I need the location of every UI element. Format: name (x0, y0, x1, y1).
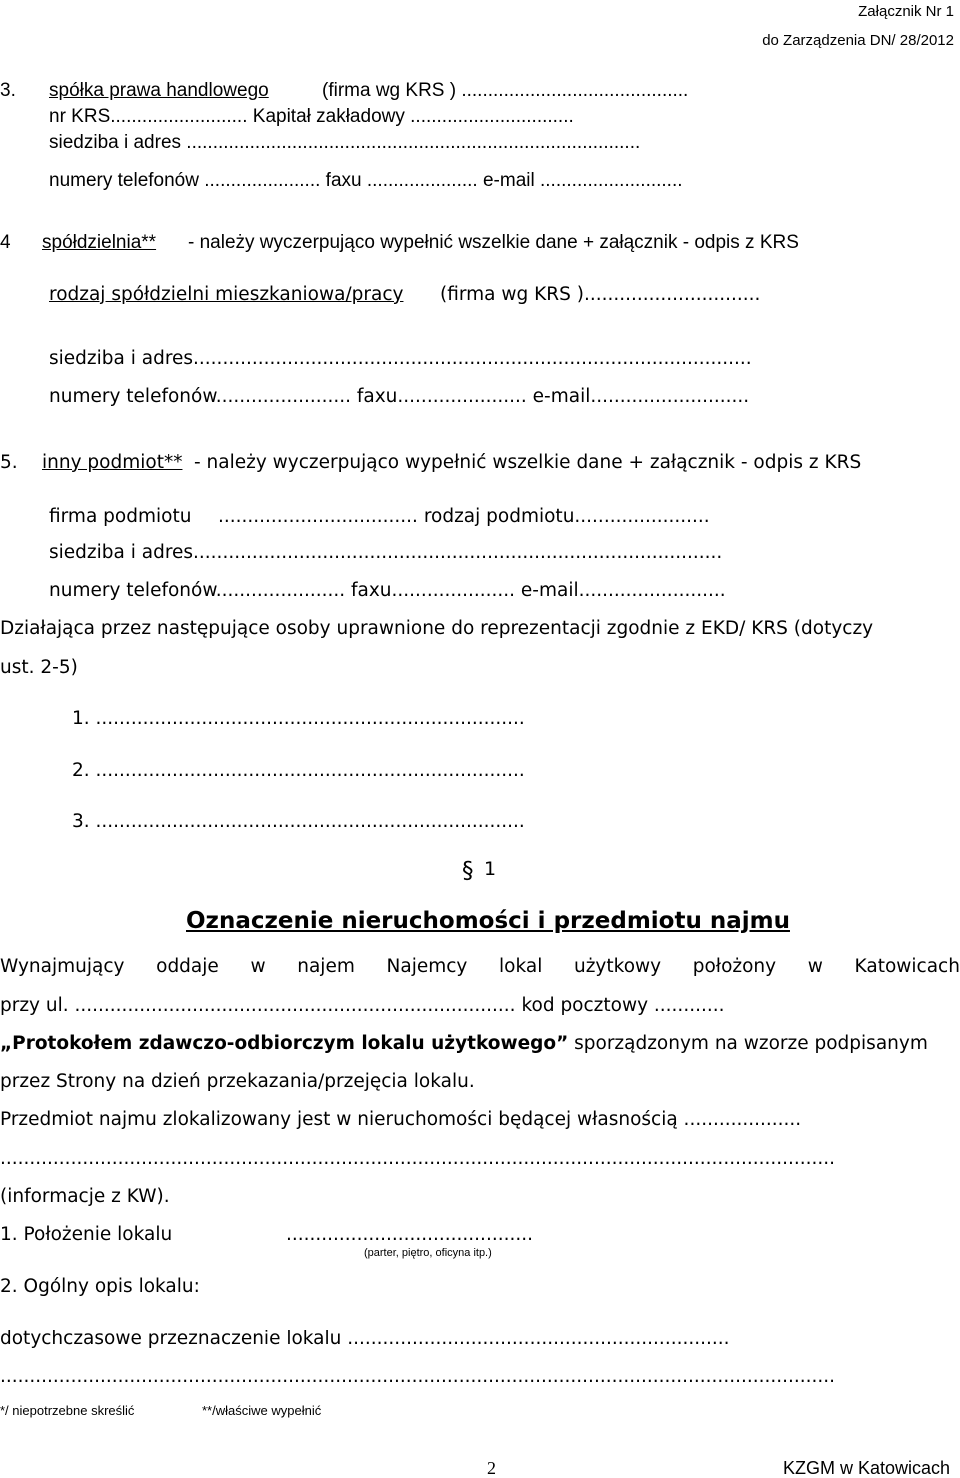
word: w (250, 956, 266, 977)
section-5-firm-field: .................................. rodzaj podmiotu....................... (218, 506, 710, 527)
footnote-strike-out: */ niepotrzebne skreślić (0, 1403, 135, 1418)
section-3-krs-line: nr KRS.......................... Kapitał zakładowy ............................... (49, 106, 574, 127)
word: Katowicach (854, 956, 960, 977)
section-4-instruction: - należy wyczerpująco wypełnić wszelkie dane + załącznik - odpis z KRS (188, 232, 799, 253)
word: położony (692, 956, 777, 977)
purpose-dots-line: .............................................................................................................................................. (0, 1368, 836, 1387)
item-1-location-hint: (parter, piętro, oficyna itp.) (364, 1247, 492, 1259)
section-4-number: 4 (0, 232, 11, 253)
section-4-cooperative-kind: rodzaj spółdzielni mieszkaniowa/pracy (49, 284, 404, 305)
paragraph-sign: § (462, 858, 474, 884)
section-4-title: spółdzielnia** (42, 232, 157, 253)
section-5-title: inny podmiot** (42, 452, 183, 473)
section-3-number: 3. (0, 80, 16, 101)
section-5-contacts: numery telefonów...................... faxu..................... e-mail......................... (49, 580, 726, 601)
section-5-firm-label: firma podmiotu (49, 506, 192, 527)
section-5-representatives: Działająca przez następujące osoby uprawnione do reprezentacji zgodnie z EKD/ KRS (dotyczy (0, 618, 874, 639)
section-5-number: 5. (0, 452, 18, 473)
land-register-note: (informacje z KW). (0, 1186, 170, 1207)
page-number: 2 (487, 1458, 496, 1478)
representative-1: 1. ......................................................................... (72, 708, 525, 729)
word: Najemcy (386, 956, 468, 977)
body-line-lessor-sentence (0, 958, 960, 977)
ownership-dots-line: .............................................................................................................................................. (0, 1150, 836, 1169)
section-5-representatives-cont: ust. 2-5) (0, 657, 78, 678)
protocol-line (0, 1035, 928, 1054)
item-1-location-field: .......................................... (286, 1224, 533, 1245)
item-1-location: 1. Położenie lokalu (0, 1224, 173, 1245)
section-4-firm-field: (firma wg KRS ).............................. (440, 284, 761, 305)
protocol-title: „Protokołem zdawczo-odbiorczym lokalu użytkowego” (0, 1033, 569, 1054)
section-5-instruction: - należy wyczerpująco wypełnić wszelkie dane + załącznik - odpis z KRS (194, 452, 862, 473)
section-3-contacts: numery telefonów ...................... faxu ..................... e-mail ........................... (49, 170, 683, 191)
previous-purpose-line: dotychczasowe przeznaczenie lokalu ................................................................. (0, 1330, 730, 1349)
paragraph-heading: Oznaczenie nieruchomości i przedmiotu najmu (186, 908, 790, 934)
protocol-rest: sporządzonym na wzorze podpisanym (568, 1033, 928, 1054)
section-4-seat: siedziba i adres............................................................................................... (49, 348, 752, 369)
item-2-description: 2. Ogólny opis lokalu: (0, 1276, 200, 1297)
attachment-label: Załącznik Nr 1 (858, 3, 954, 20)
footer-organization: KZGM w Katowicach (782, 1458, 950, 1478)
word: oddaje (156, 956, 219, 977)
section-4-contacts: numery telefonów....................... faxu...................... e-mail........................... (49, 386, 750, 407)
ordinance-reference: do Zarządzenia DN/ 28/2012 (762, 32, 954, 49)
ownership-line: Przedmiot najmu zlokalizowany jest w nieruchomości będącej własnością .................... (0, 1109, 802, 1130)
representative-3: 3. ......................................................................... (72, 811, 525, 832)
section-3-seat: siedziba i adres ...................................................................................... (49, 132, 641, 153)
footnote-fill-in: **/właściwe wypełnić (202, 1403, 322, 1418)
handover-line: przez Strony na dzień przekazania/przejęcia lokalu. (0, 1071, 475, 1092)
word: w (807, 956, 823, 977)
street-postcode-line: przy ul. ........................................................................... kod pocztowy ............ (0, 995, 725, 1016)
section-5-seat: siedziba i adres.......................................................................................... (49, 542, 723, 563)
representative-2: 2. ......................................................................... (72, 760, 525, 781)
word: użytkowy (574, 956, 662, 977)
paragraph-number: 1 (484, 858, 497, 880)
section-3-firm-field: (firma wg KRS ) ........................................... (322, 80, 689, 101)
word: Wynajmujący (0, 956, 125, 977)
word: lokal (499, 956, 543, 977)
word: najem (297, 956, 355, 977)
section-3-title: spółka prawa handlowego (49, 80, 269, 101)
